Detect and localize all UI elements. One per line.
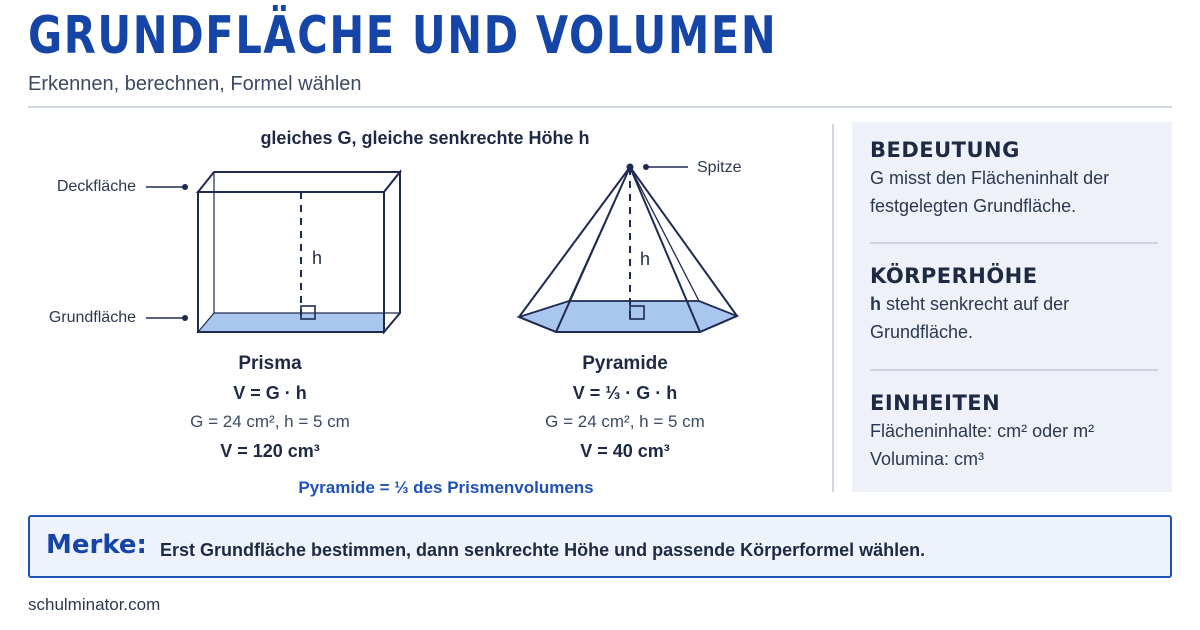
sidebar-heading: EINHEITEN (870, 391, 1001, 415)
sidebar-divider (870, 242, 1158, 244)
prism-height-label: h (312, 248, 323, 268)
merke-box (28, 515, 1172, 578)
prism-name: Prisma (238, 353, 302, 374)
sidebar-section-koerperhoehe (870, 264, 1162, 346)
sidebar-text (870, 290, 1162, 346)
footer-source: schulminator.com (28, 595, 161, 614)
pyramid-base-face (519, 301, 737, 332)
prism-base-leader-dot (182, 315, 188, 321)
info-sidebar (852, 122, 1172, 492)
sidebar-text-rest: steht senkrecht auf der Grundfläche. (870, 294, 1070, 342)
prism-base-face (198, 313, 400, 332)
sidebar-text-bold: h (870, 294, 881, 314)
prism-figure (198, 172, 400, 332)
merke-label: Merke: (46, 530, 147, 560)
prism-pyramid-diagram (0, 110, 830, 505)
pyramid-apex-dot (627, 164, 634, 171)
diagram-heading: gleiches G, gleiche senkrechte Höhe h (260, 128, 590, 148)
prism-base-label: Grundfläche (48, 309, 136, 326)
prism-top-leader-dot (182, 184, 188, 190)
pyramid-name: Pyramide (582, 353, 668, 374)
comparison-note: Pyramide = ⅓ des Prismenvolumens (298, 478, 594, 497)
sidebar-heading: KÖRPERHÖHE (870, 264, 1038, 288)
page-title: GRUNDFLÄCHE UND VOLUMEN (28, 6, 778, 66)
header-divider (28, 106, 1172, 108)
pyramid-formula: V = ⅓ · G · h (572, 383, 678, 403)
prism-side-face (384, 172, 400, 332)
prism-top-label: Deckfläche (56, 178, 136, 195)
pyramid-height-label: h (640, 249, 651, 269)
sidebar-heading: BEDEUTUNG (870, 138, 1020, 162)
pyramid-result: V = 40 cm³ (580, 441, 670, 461)
merke-text: Erst Grundfläche bestimmen, dann senkrechte Höhe und passende Körperformel wählen. (160, 540, 926, 560)
prism-result: V = 120 cm³ (220, 441, 320, 461)
prism-given: G = 24 cm², h = 5 cm (190, 412, 350, 431)
sidebar-divider (870, 369, 1158, 371)
prism-top-face (198, 172, 400, 192)
section-divider (832, 124, 834, 492)
sidebar-text: Volumina: cm³ (870, 449, 985, 469)
pyramid-apex-label: Spitze (697, 159, 742, 176)
page-subtitle: Erkennen, berechnen, Formel wählen (28, 73, 362, 95)
pyramid-given: G = 24 cm², h = 5 cm (545, 412, 705, 431)
sidebar-text: G misst den Flächeninhalt der festgelegten Grundfläche. (870, 168, 1110, 216)
sidebar-section-einheiten (870, 391, 1162, 473)
prism-front-face (198, 192, 384, 332)
pyramid-figure (519, 167, 737, 332)
sidebar-section-bedeutung (870, 138, 1162, 220)
sidebar-text: Flächeninhalte: cm² oder m² (870, 421, 1095, 441)
prism-formula: V = G · h (233, 383, 307, 403)
